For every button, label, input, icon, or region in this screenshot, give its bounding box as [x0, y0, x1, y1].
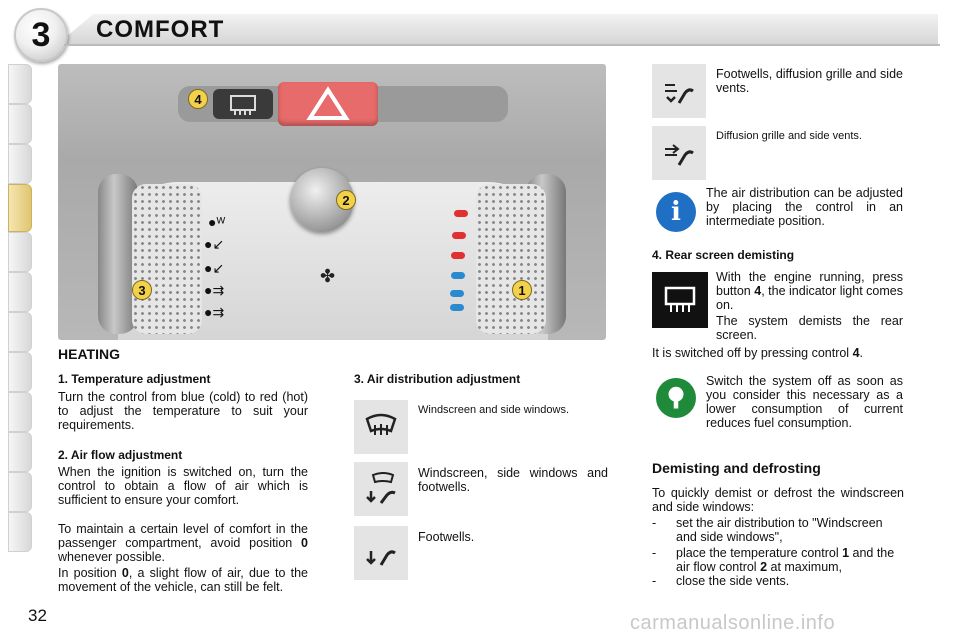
chapter-tab-2[interactable]: [8, 104, 32, 144]
footwell-vent-icon: [652, 64, 706, 118]
chapter-number: 3: [31, 15, 51, 54]
chapter-tab-active[interactable]: [8, 184, 32, 232]
eco-text: Switch the system off as soon as you consider this necessary as a lower consumption of current reduces fuel consumption.: [706, 374, 903, 430]
airflow-title: 2. Air flow adjustment: [58, 448, 183, 462]
header-divider: [64, 44, 940, 46]
distribution-item-1: Windscreen and side windows.: [418, 404, 570, 416]
rear-screen-text-2: The system demists the rear screen.: [716, 314, 903, 342]
rear-screen-demist-icon: [652, 272, 708, 328]
chapter-number-badge: [14, 8, 68, 62]
windscreen-footwell-mode-icon: ●↙: [204, 236, 225, 252]
callout-3: 3: [132, 280, 152, 300]
chapter-tab-1[interactable]: [8, 64, 32, 104]
chapter-tab-12[interactable]: [8, 512, 32, 552]
footwell-mode-icon: ●↙: [204, 260, 225, 276]
temp-dot-coldest: [450, 304, 464, 311]
temp-dot-hot: [454, 210, 468, 217]
callout-2: 2: [336, 190, 356, 210]
left-vent-grille: [132, 184, 202, 334]
demisting-title: Demisting and defrosting: [652, 460, 821, 476]
windscreen-icon: [354, 400, 408, 454]
eco-tree-icon: [656, 378, 696, 418]
demisting-step-3: - close the side vents.: [652, 574, 790, 588]
footwell-icon: [354, 526, 408, 580]
distribution-item-5: Diffusion grille and side vents.: [716, 130, 862, 142]
airflow-text-2: To maintain a certain level of comfort in the passenger compartment, avoid position 0 whenever possible.: [58, 522, 308, 564]
chapter-tab-9[interactable]: [8, 392, 32, 432]
watermark: carmanualsonline.info: [630, 612, 836, 634]
chapter-tab-7[interactable]: [8, 312, 32, 352]
chapter-tab-3[interactable]: [8, 144, 32, 184]
demisting-intro: To quickly demist or defrost the windscreen and side windows:: [652, 486, 904, 514]
chapter-tab-11[interactable]: [8, 472, 32, 512]
rear-screen-text-3: It is switched off by pressing control 4.: [652, 346, 863, 360]
callout-4: 4: [188, 89, 208, 109]
temp-dot-cold: [450, 290, 464, 297]
distribution-title: 3. Air distribution adjustment: [354, 372, 521, 386]
page-title: COMFORT: [96, 16, 225, 43]
temp-dot-cool: [451, 272, 465, 279]
heating-title: HEATING: [58, 346, 120, 362]
temp-dot-mild: [451, 252, 465, 259]
chapter-tab-6[interactable]: [8, 272, 32, 312]
rear-demist-button-illustration: [213, 89, 273, 119]
temperature-title: 1. Temperature adjustment: [58, 372, 211, 386]
footwell-vent-mode-icon: ●⇉: [204, 282, 225, 298]
info-icon: i: [656, 192, 696, 232]
vent-icon: [652, 126, 706, 180]
chapter-tab-8[interactable]: [8, 352, 32, 392]
hazard-button-illustration: [278, 82, 378, 126]
callout-1: 1: [512, 280, 532, 300]
info-text: The air distribution can be adjusted by placing the control in an intermediate position.: [706, 186, 903, 228]
chapter-tab-5[interactable]: [8, 232, 32, 272]
windscreen-mode-icon: ●ᵂ: [208, 214, 226, 230]
vent-mode-icon: ●⇉: [204, 304, 225, 320]
rear-screen-title: 4. Rear screen demisting: [652, 248, 795, 262]
distribution-item-4: Footwells, diffusion grille and side vents.: [716, 67, 903, 95]
airflow-text-1: When the ignition is switched on, turn the control to obtain a flow of air which is sufficient to ensure your comfort.: [58, 465, 308, 507]
right-vent-grille: [476, 184, 546, 334]
airflow-text-3: In position 0, a slight flow of air, due to the movement of the vehicle, can still be felt.: [58, 566, 308, 594]
rear-screen-text-1: With the engine running, press button 4, the indicator light comes on.: [716, 270, 903, 312]
demisting-step-2: - place the temperature control 1 and the air flow control 2 at maximum,: [652, 546, 895, 574]
chapter-tab-10[interactable]: [8, 432, 32, 472]
page-number: 32: [28, 606, 47, 625]
distribution-item-2: Windscreen, side windows and footwells.: [418, 466, 608, 494]
temperature-text: Turn the control from blue (cold) to red (hot) to adjust the temperature to suit your requirements.: [58, 390, 308, 432]
demisting-step-1: - set the air distribution to "Windscreen and side windows",: [652, 516, 883, 544]
temp-dot-warm: [452, 232, 466, 239]
fan-icon: ✤: [320, 266, 336, 286]
heating-controls-figure: [58, 64, 606, 340]
windscreen-footwell-icon: [354, 462, 408, 516]
distribution-item-3: Footwells.: [418, 530, 475, 544]
